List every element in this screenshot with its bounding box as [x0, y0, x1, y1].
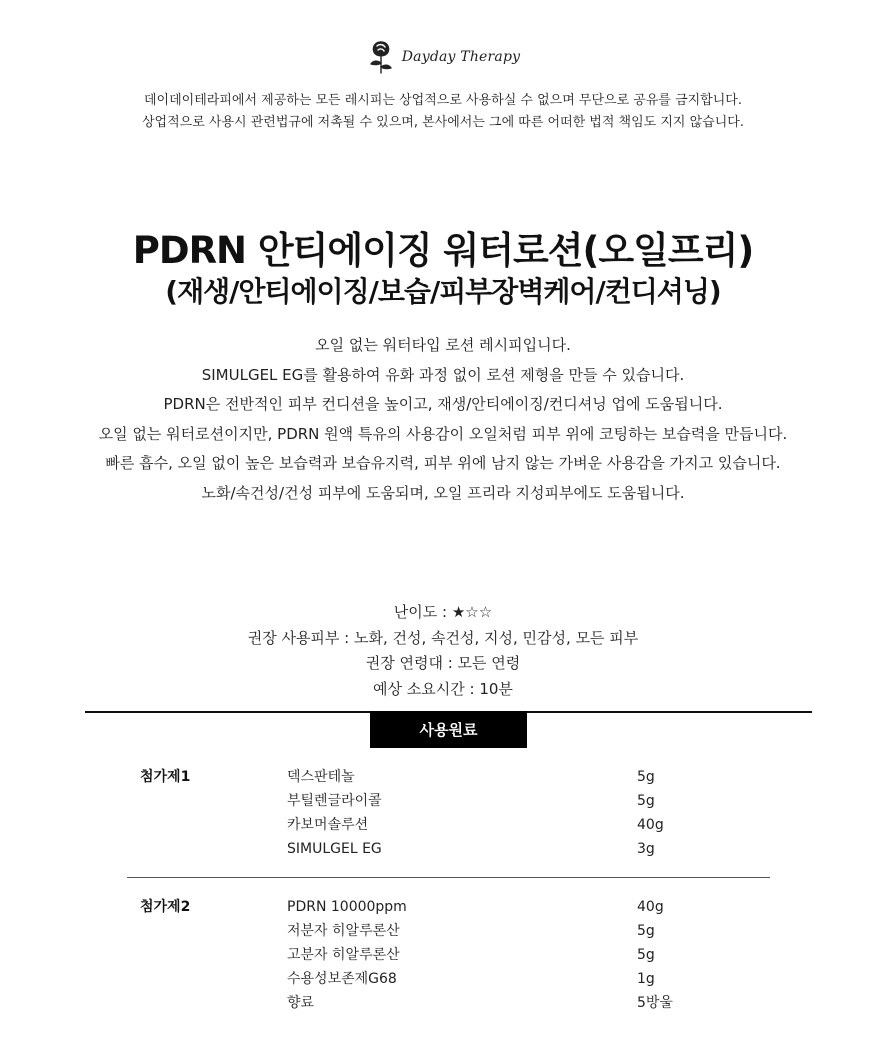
ingredient-list: [287, 765, 707, 861]
page-subtitle: (재생/안티에이징/보습/피부장벽케어/컨디셔닝): [165, 275, 721, 308]
rose-icon: [366, 38, 396, 76]
group-separator: [127, 877, 770, 878]
group-label: 첨가제2: [140, 899, 191, 915]
description-line: 오일 없는 워터로션이지만, PDRN 원액 특유의 사용감이 오일처럼 피부 위에 코팅하는 보습력을 만듭니다.: [98, 424, 788, 443]
ingredient-name: 수용성보존제G68: [287, 971, 397, 987]
group-label: 첨가제1: [140, 769, 191, 785]
notice-line: 데이데이테라피에서 제공하는 모든 레시피는 상업적으로 사용하실 수 없으며 무단으로 공유를 금지합니다.: [143, 93, 742, 108]
description-line: 노화/속건성/건성 피부에 도움되며, 오일 프리라 지성피부에도 도움됩니다.: [201, 483, 685, 502]
ingredient-amount: 5g: [637, 947, 655, 963]
brand-name: Dayday Therapy: [401, 49, 521, 65]
ingredient-amount: 40g: [637, 899, 664, 915]
description-line: 빠른 흡수, 오일 없이 높은 보습력과 보습유지력, 피부 위에 남지 않는 가벼운 사용감을 가지고 있습니다.: [105, 454, 781, 472]
ingredient-name: 카보머솔루션: [287, 817, 369, 833]
difficulty: 난이도 : ★☆☆: [393, 603, 493, 621]
ingredient-row: [287, 967, 707, 991]
notice-line: 상업적으로 사용시 관련법규에 저촉될 수 있으며, 본사에서는 그에 따른 어떠한 법적 책임도 지지 않습니다.: [142, 115, 744, 130]
ingredient-name: SIMULGEL EG: [287, 841, 382, 857]
ingredient-amount: 1g: [637, 971, 655, 987]
brand-header: [0, 38, 886, 76]
ingredient-row: [287, 837, 707, 861]
ingredient-row: [287, 813, 707, 837]
description-line: 오일 없는 워터타입 로션 레시피입니다.: [315, 336, 571, 354]
ingredient-name: 향료: [287, 995, 315, 1011]
ingredient-list: [287, 895, 707, 1015]
estimated-time: 예상 소요시간 : 10분: [373, 679, 513, 698]
ingredient-name: 부틸렌글라이콜: [287, 793, 382, 809]
page-title: PDRN 안티에이징 워터로션(오일프리): [132, 229, 754, 272]
recipe-meta: [0, 600, 886, 702]
copyright-notice: [0, 90, 886, 134]
description-line: PDRN은 전반적인 피부 컨디션을 높이고, 재생/안티에이징/컨디셔닝 업에 도움됩니다.: [163, 395, 723, 413]
ingredient-amount: 40g: [637, 817, 664, 833]
ingredient-amount: 5g: [637, 769, 655, 785]
recommended-skin: 권장 사용피부 : 노화, 건성, 속건성, 지성, 민감성, 모든 피부: [247, 628, 639, 647]
ingredients-section-badge: 사용원료: [370, 711, 527, 748]
ingredient-row: [287, 919, 707, 943]
ingredient-row: [287, 765, 707, 789]
recipe-description: [0, 331, 886, 508]
ingredient-row: [287, 789, 707, 813]
ingredient-name: 저분자 히알루론산: [287, 923, 400, 939]
description-line: SIMULGEL EG를 활용하여 유화 과정 없이 로션 제형을 만들 수 있습니다.: [201, 365, 685, 384]
ingredient-amount: 5g: [637, 793, 655, 809]
ingredient-name: 고분자 히알루론산: [287, 947, 400, 963]
ingredient-amount: 5방울: [637, 995, 673, 1011]
ingredient-name: 덱스판테놀: [287, 769, 355, 785]
ingredient-row: [287, 895, 707, 919]
ingredient-name: PDRN 10000ppm: [287, 899, 407, 915]
ingredient-row: [287, 991, 707, 1015]
recommended-age: 권장 연령대 : 모든 연령: [365, 654, 521, 672]
ingredient-amount: 5g: [637, 923, 655, 939]
ingredient-row: [287, 943, 707, 967]
ingredient-amount: 3g: [637, 841, 655, 857]
